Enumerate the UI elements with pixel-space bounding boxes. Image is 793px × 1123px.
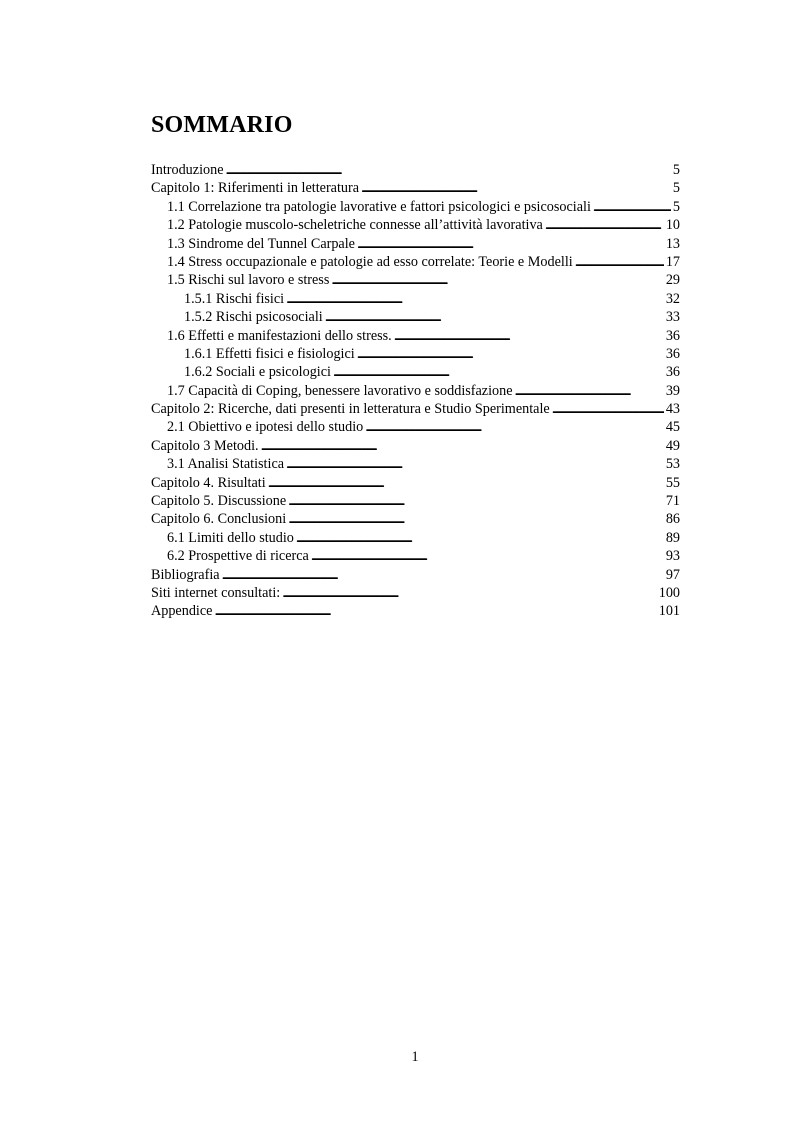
toc-entry[interactable] bbox=[151, 308, 680, 326]
toc-dot-leader bbox=[282, 584, 656, 602]
toc-dot-leader bbox=[365, 418, 664, 436]
toc-entry-page: 33 bbox=[665, 309, 680, 326]
toc-entry[interactable] bbox=[151, 216, 680, 234]
toc-entry-page: 5 bbox=[672, 198, 680, 215]
toc-entry-page: 13 bbox=[665, 235, 680, 252]
toc-entry-title: Capitolo 1: Riferimenti in letteratura bbox=[151, 180, 360, 197]
toc-dot-leader bbox=[288, 510, 664, 528]
toc-entry-title: Introduzione bbox=[151, 162, 224, 178]
toc-entry-title: Capitolo 4. Risultati bbox=[151, 474, 266, 491]
toc-entry-title: Bibliografia bbox=[151, 566, 220, 583]
toc-dot-leader bbox=[361, 179, 671, 197]
toc-entry[interactable] bbox=[151, 161, 680, 179]
page-number: 1 bbox=[411, 1049, 419, 1065]
toc-entry-page: 49 bbox=[665, 437, 680, 454]
page-title: SOMMARIO bbox=[151, 112, 293, 138]
toc-entry[interactable] bbox=[151, 253, 680, 271]
toc-entry[interactable] bbox=[151, 529, 680, 547]
toc-entry-title: 1.6 Effetti e manifestazioni dello stress. bbox=[167, 327, 392, 344]
toc-entry-page: 5 bbox=[672, 180, 680, 197]
toc-entry-title: 1.4 Stress occupazionale e patologie ad esso correlate: Teorie e Modelli bbox=[167, 253, 573, 270]
toc-dot-leader bbox=[357, 235, 664, 253]
toc-entry-page: 36 bbox=[665, 364, 680, 381]
toc-entry[interactable] bbox=[151, 584, 680, 602]
toc-dot-leader bbox=[286, 290, 664, 308]
toc-entry-page: 36 bbox=[665, 345, 680, 362]
toc-entry-page: 36 bbox=[665, 327, 680, 344]
toc-entry-page: 86 bbox=[665, 511, 680, 528]
toc-dot-leader bbox=[575, 253, 664, 271]
toc-entry-page: 5 bbox=[672, 162, 680, 178]
toc-entry-title: 6.1 Limiti dello studio bbox=[167, 529, 294, 546]
toc-dot-leader bbox=[331, 271, 663, 289]
toc-entry-page: 43 bbox=[665, 401, 680, 418]
toc-entry[interactable] bbox=[151, 510, 680, 528]
toc-entry-title: 1.1 Correlazione tra patologie lavorative e fattori psicologici e psicosociali bbox=[167, 198, 591, 215]
toc-dot-leader bbox=[214, 602, 656, 620]
toc-entry[interactable] bbox=[151, 566, 680, 584]
toc-entry[interactable] bbox=[151, 547, 680, 565]
toc-entry[interactable] bbox=[151, 602, 680, 620]
table-of-contents bbox=[151, 161, 680, 621]
toc-entry-title: 1.7 Capacità di Coping, benessere lavorativo e soddisfazione bbox=[167, 382, 513, 399]
toc-entry[interactable] bbox=[151, 474, 680, 492]
toc-entry[interactable] bbox=[151, 345, 680, 363]
toc-dot-leader bbox=[296, 529, 664, 547]
toc-entry-title: Capitolo 2: Ricerche, dati presenti in letteratura e Studio Sperimentale bbox=[151, 401, 550, 418]
toc-entry-page: 89 bbox=[665, 529, 680, 546]
toc-entry-page: 45 bbox=[665, 419, 680, 436]
toc-dot-leader bbox=[311, 547, 664, 565]
toc-entry-title: Siti internet consultati: bbox=[151, 584, 281, 601]
toc-entry-page: 32 bbox=[665, 290, 680, 307]
toc-dot-leader bbox=[552, 400, 664, 418]
toc-entry-title: 3.1 Analisi Statistica bbox=[167, 456, 285, 473]
toc-entry[interactable] bbox=[151, 418, 680, 436]
toc-dot-leader bbox=[222, 566, 664, 584]
toc-entry[interactable] bbox=[151, 382, 680, 400]
toc-entry[interactable] bbox=[151, 290, 680, 308]
toc-dot-leader bbox=[261, 437, 664, 455]
toc-entry-title: 1.2 Patologie muscolo-scheletriche connesse all’attività lavorativa bbox=[167, 217, 543, 234]
toc-entry-title: 1.5.2 Rischi psicosociali bbox=[184, 309, 323, 326]
toc-entry-title: 6.2 Prospettive di ricerca bbox=[167, 548, 309, 565]
toc-dot-leader bbox=[545, 216, 664, 234]
toc-dot-leader bbox=[288, 492, 664, 510]
toc-entry-page: 39 bbox=[665, 382, 680, 399]
toc-entry[interactable] bbox=[151, 363, 680, 381]
toc-entry-page: 10 bbox=[665, 217, 680, 234]
toc-entry-page: 55 bbox=[665, 474, 680, 491]
toc-dot-leader bbox=[593, 198, 671, 216]
toc-entry-page: 101 bbox=[658, 603, 680, 620]
toc-entry[interactable] bbox=[151, 400, 680, 418]
toc-entry-title: Capitolo 3 Metodi. bbox=[151, 437, 259, 454]
toc-dot-leader bbox=[268, 474, 664, 492]
toc-entry[interactable] bbox=[151, 198, 680, 216]
toc-entry[interactable] bbox=[151, 327, 680, 345]
toc-entry-title: 1.6.1 Effetti fisici e fisiologici bbox=[184, 345, 355, 362]
toc-dot-leader bbox=[357, 345, 664, 363]
toc-entry-title: 1.3 Sindrome del Tunnel Carpale bbox=[167, 235, 355, 252]
toc-entry-page: 71 bbox=[665, 493, 680, 510]
toc-entry-title: 2.1 Obiettivo e ipotesi dello studio bbox=[167, 419, 364, 436]
toc-entry[interactable] bbox=[151, 179, 680, 197]
toc-entry[interactable] bbox=[151, 437, 680, 455]
toc-dot-leader bbox=[394, 327, 664, 345]
toc-entry[interactable] bbox=[151, 455, 680, 473]
toc-dot-leader bbox=[226, 161, 671, 179]
toc-entry-title: Capitolo 6. Conclusioni bbox=[151, 511, 287, 528]
toc-entry[interactable] bbox=[151, 235, 680, 253]
toc-entry-title: Appendice bbox=[151, 603, 213, 620]
toc-dot-leader bbox=[515, 382, 664, 400]
toc-entry-page: 17 bbox=[665, 253, 680, 270]
toc-entry-page: 97 bbox=[665, 566, 680, 583]
toc-entry-title: 1.5 Rischi sul lavoro e stress bbox=[167, 272, 330, 289]
toc-dot-leader bbox=[325, 308, 664, 326]
toc-entry[interactable] bbox=[151, 492, 680, 510]
toc-entry-title: 1.5.1 Rischi fisici bbox=[184, 290, 285, 307]
toc-entry-title: 1.6.2 Sociali e psicologici bbox=[184, 364, 331, 381]
toc-dot-leader bbox=[286, 455, 664, 473]
toc-entry-page: 100 bbox=[658, 584, 680, 601]
toc-entry-page: 29 bbox=[665, 272, 680, 289]
toc-entry-page: 53 bbox=[665, 456, 680, 473]
toc-entry[interactable] bbox=[151, 271, 680, 289]
toc-entry-page: 93 bbox=[665, 548, 680, 565]
toc-dot-leader bbox=[333, 363, 664, 381]
toc-entry-title: Capitolo 5. Discussione bbox=[151, 493, 287, 510]
